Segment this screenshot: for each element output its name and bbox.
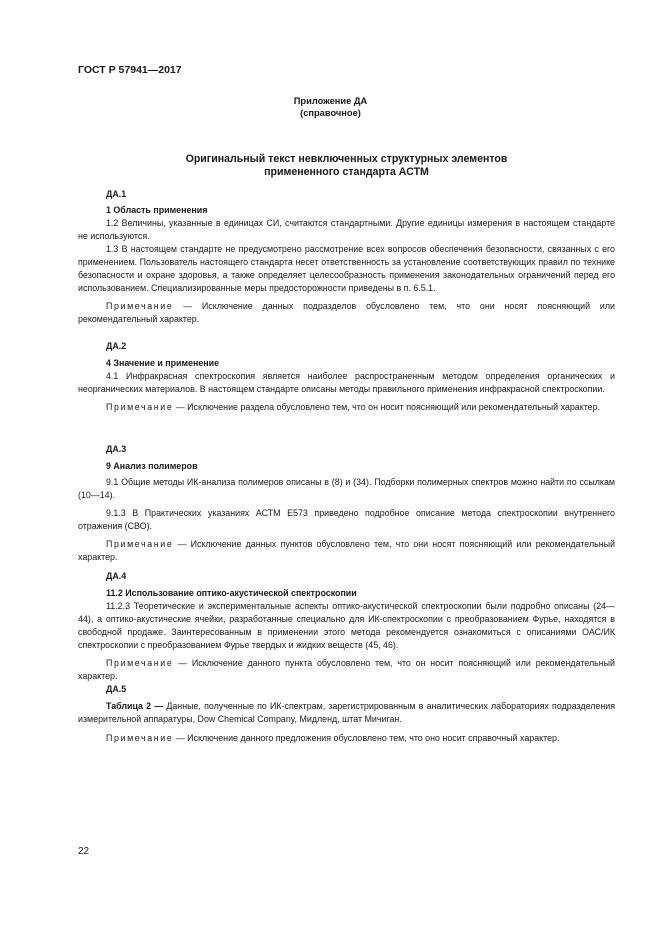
appendix-subtitle: (справочное) xyxy=(300,108,361,118)
section-id: ДА.4 xyxy=(106,571,127,581)
note xyxy=(78,732,615,745)
section-id: ДА.2 xyxy=(106,341,127,351)
note-text: — Исключение данного предложения обусловлено тем, что оно носит справочный характер. xyxy=(173,733,560,743)
section-id: ДА.3 xyxy=(106,444,127,454)
note-label: Примечание xyxy=(106,301,174,311)
note xyxy=(78,401,615,414)
paragraph: 1.2 Величины, указанные в единицах СИ, считаются стандартными. Другие единицы измерения в настоящем стандарте не используются. xyxy=(78,218,615,241)
paragraph xyxy=(78,700,615,726)
section-heading: 9 Анализ полимеров xyxy=(106,461,198,471)
page-number: 22 xyxy=(78,846,90,857)
section-id: ДА.5 xyxy=(106,684,127,694)
main-title-line1: Оригинальный текст невключенных структурных элементов xyxy=(185,153,508,165)
table-label: Таблица 2 — xyxy=(106,701,164,711)
note-label: Примечание xyxy=(106,658,174,668)
note xyxy=(78,538,615,564)
main-title xyxy=(0,153,661,179)
table-caption: Данные, полученные по ИК-спектрам, зарегистрированным в аналитических лабораториях подразделения измерительной аппаратуры, Dow Chemical Company, Мидленд, штат Мичиган. xyxy=(78,701,615,724)
note-text: — Исключение данных пунктов обусловлено тем, что они носят поясняющий или рекомендательный характер. xyxy=(78,539,615,562)
section-heading: 1 Область применения xyxy=(106,205,208,215)
section-da4 xyxy=(78,570,615,683)
section-da3 xyxy=(78,443,615,564)
main-title-line2: примененного стандарта АСТМ xyxy=(264,166,429,178)
section-heading: 11.2 Использование оптико-акустической спектроскопии xyxy=(106,588,357,598)
note-text: — Исключение раздела обусловлено тем, что он носит поясняющий или рекомендательный характер. xyxy=(173,402,600,412)
note xyxy=(78,657,615,683)
section-da1 xyxy=(78,188,615,326)
paragraph: 9.1 Общие методы ИК-анализа полимеров описаны в (8) и (34). Подборки полимерных спектров можно найти по ссылкам (10—14). xyxy=(78,477,615,500)
note-text: — Исключение данного пункта обусловлено тем, что он носит поясняющий или рекомендательный характер. xyxy=(78,658,615,681)
document-code: ГОСТ Р 57941—2017 xyxy=(78,64,182,76)
section-da5 xyxy=(78,683,615,745)
note-text: — Исключение данных подразделов обусловлено тем, что они носят поясняющий или рекомендательный характер. xyxy=(78,301,615,324)
note-label: Примечание xyxy=(106,402,174,412)
section-da2 xyxy=(78,340,615,414)
paragraph: 1.3 В настоящем стандарте не предусмотрено рассмотрение всех вопросов обеспечения безопасности, связанных с его применением. Пользователь настоящего стандарта несет ответственность за установление соответствующих правил по технике безопасности и охране здоровья, а также определяет целесообразность применения законодательных ограничений перед его использованием. Специализированные меры предосторожности приведены в п. 6.5.1. xyxy=(78,244,615,293)
appendix-title: Приложение ДА xyxy=(293,96,368,106)
note-label: Примечание xyxy=(106,733,174,743)
note-label: Примечание xyxy=(106,539,174,549)
paragraph: 4.1 Инфракрасная спектроскопия является наиболее распространенным методом определения органических и неорганических материалов. В настоящем стандарте описаны методы правильного применения инфракрасной спектроскопии. xyxy=(78,371,615,394)
paragraph: 9.1.3 В Практических указаниях АСТМ Е573 приведено подробное описание метода спектроскопии внутреннего отражения (СВО). xyxy=(78,508,615,531)
note xyxy=(78,300,615,326)
section-id: ДА.1 xyxy=(106,189,127,199)
section-heading: 4 Значение и применение xyxy=(106,358,220,368)
paragraph: 11.2.3 Теоретические и экспериментальные аспекты оптико-акустической спектроскопии были подробно описаны (24—44), а оптико-акустические ячейки, разработанные специально для ИК-спектроскопии с преобразованием Фурье, находятся в свободной продаже. Заинтересованным в применении этого метода рекомендуется ознакомиться с описаниями ОАС/ИК спектроскопии с преобразованием Фурье твердых и жидких веществ (45, 46). xyxy=(78,601,615,650)
